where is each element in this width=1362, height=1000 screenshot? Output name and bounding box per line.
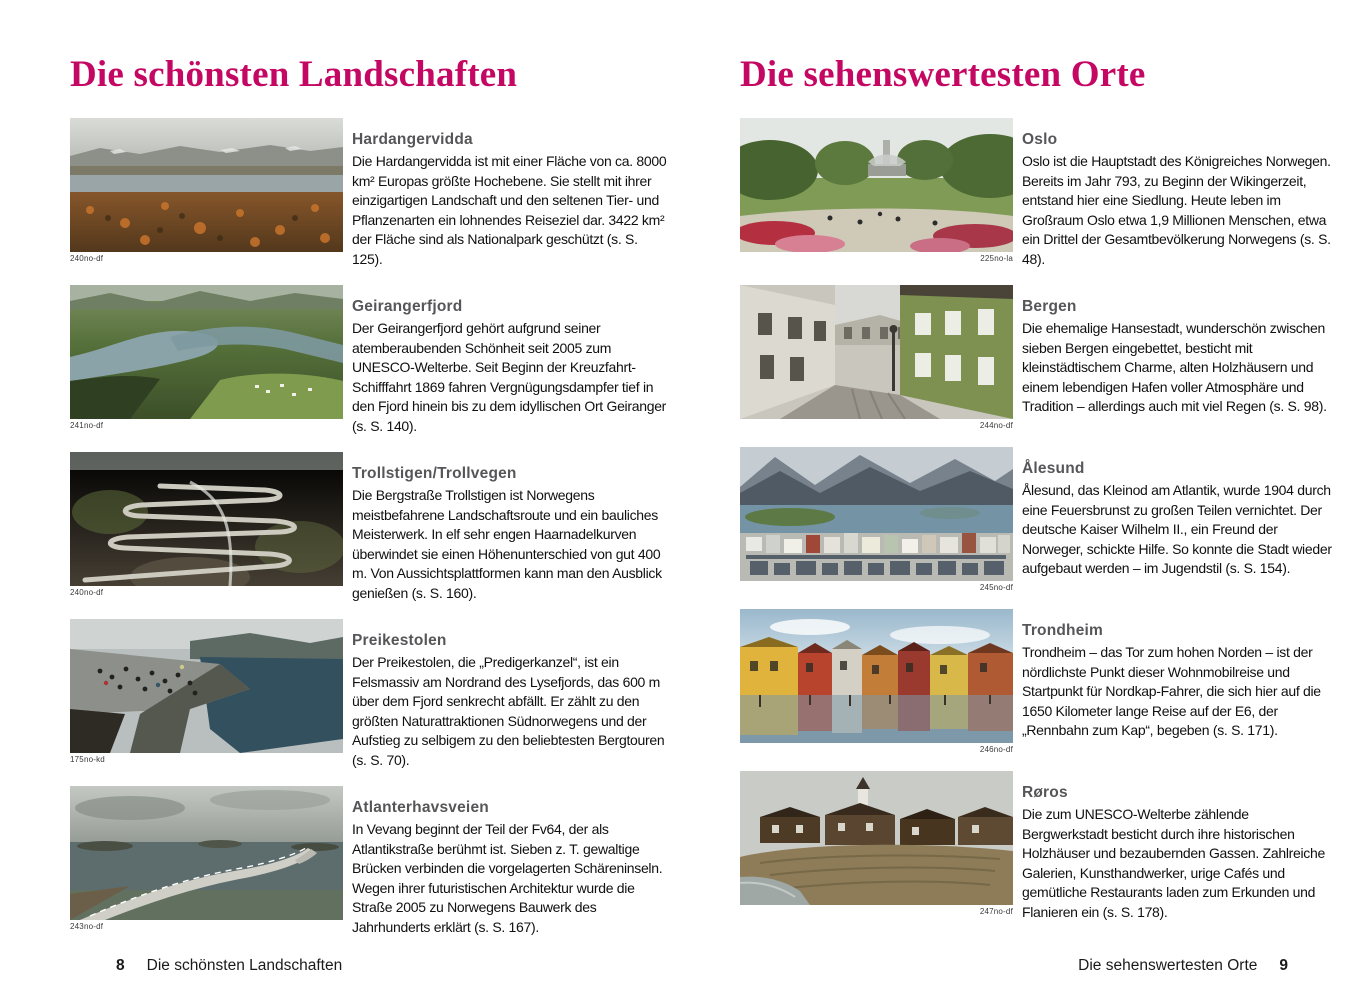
- entry-body: In Vevang beginnt der Teil der Fv64, der als Atlantikstraße berühmt ist. Sieben z. T. gewaltige Brücken verbinden die vorgelagerten Schäreninseln. Wegen ihrer futuristischen Architektur wurde die Straße 2005 zu Norwegens Bauwerk des Jahrhunderts erklärt (s. S. 167).: [352, 821, 663, 935]
- entry-body: Die ehemalige Hansestadt, wunderschön zwischen sieben Bergen eingebettet, besticht mit kleinstädtischem Charme, alten Holzhäusern und einem lebendigen Hafen voller Atmosphäre und Tradition – allerdings auch mit viel Regen (s. S. 98).: [1022, 320, 1327, 414]
- atlanterhavsveien-bridge-photo: [70, 786, 343, 920]
- roros-mining-town-photo: [740, 771, 1013, 905]
- oslo-vigeland-park-photo: [740, 118, 1013, 252]
- trondheim-warehouses-photo: [740, 609, 1013, 743]
- entry-geirangerfjord: [70, 285, 672, 436]
- entry-body: Ålesund, das Kleinod am Atlantik, wurde 1904 durch eine Feuersbrunst zu großen Teilen vernichtet. Der deutsche Kaiser Wilhelm II., ein Freund der Norweger, schickte Hilfe. So konnte die Stadt wieder aufgebaut werden – im Jugendstil (s. S. 154).: [1022, 482, 1332, 576]
- photo-credit: 246no-df: [979, 745, 1013, 754]
- photo-credit: 245no-df: [979, 583, 1013, 592]
- entry-text: [1013, 285, 1332, 431]
- left-footer-label: Die schönsten Landschaften: [146, 957, 343, 974]
- entry-oslo: [740, 118, 1332, 269]
- trollstigen-hairpin-road-photo: [70, 452, 343, 586]
- entry-body: Die zum UNESCO-Welterbe zählende Bergwerkstadt besticht durch ihre historischen Holzhäuser und bezaubernden Gassen. Zahlreiche Galerien, Kunsthandwerker, urige Cafés und gemütliche Restaurants laden zum Erkunden und Flanieren ein (s. S. 178).: [1022, 806, 1325, 920]
- right-page: [740, 0, 1332, 974]
- atlanterhavsveien-figure: [70, 786, 343, 937]
- right-page-title: Die sehenswertesten Orte: [740, 54, 1146, 95]
- photo-credit: 175no-kd: [70, 755, 105, 764]
- bergen-figure: [740, 285, 1013, 431]
- alesund-figure: [740, 447, 1013, 593]
- left-page-number: 8: [116, 957, 125, 974]
- entry-bergen: [740, 285, 1332, 431]
- entry-body: Oslo ist die Hauptstadt des Königreiches Norwegen. Bereits im Jahr 793, zu Beginn der Wikingerzeit, entstand hier eine Siedlung. Heute leben im Großraum Oslo etwa 1,9 Millionen Menschen, etwa ein Drittel der Gesamtbevölkerung Norwegens (s. S. 48).: [1022, 153, 1331, 267]
- entry-heading: Preikestolen: [352, 632, 447, 649]
- right-footer-label: Die sehenswertesten Orte: [1078, 957, 1258, 974]
- entry-preikestolen: [70, 619, 672, 770]
- entry-heading: Trondheim: [1022, 622, 1104, 639]
- entry-text: [343, 452, 670, 603]
- photo-credit: 225no-la: [980, 254, 1013, 263]
- entry-heading: Røros: [1022, 784, 1068, 801]
- entry-heading: Atlanterhavsveien: [352, 799, 489, 816]
- entry-body: Die Hardangervidda ist mit einer Fläche von ca. 8000 km² Europas größte Hochebene. Sie stellt mit ihrer einzigartigen Landschaft und den seltenen Tier- und Pflanzenarten ein lohnendes Reiseziel dar. 3422 km² der Fläche sind als Nationalpark geschützt (s. S. 125).: [352, 153, 667, 267]
- entry-text: [343, 619, 670, 770]
- oslo-figure: [740, 118, 1013, 269]
- entry-heading: Trollstigen/Trollvegen: [352, 465, 517, 482]
- entry-body: Der Geirangerfjord gehört aufgrund seiner atemberaubenden Schönheit seit 2005 zum UNESCO-Welterbe. Seit Beginn der Kreuzfahrt-Schifffahrt 1869 fahren Vergnügungsdampfer tief in den Fjord hinein bis zu dem idyllischen Ort Geiranger (s. S. 140).: [352, 320, 667, 434]
- roros-figure: [740, 771, 1013, 922]
- right-page-number: 9: [1279, 957, 1288, 974]
- left-page: [70, 0, 672, 974]
- entry-alesund: [740, 447, 1332, 593]
- entry-heading: Bergen: [1022, 298, 1077, 315]
- entry-trollstigen: [70, 452, 672, 603]
- geirangerfjord-aerial-photo: [70, 285, 343, 419]
- entry-body: Der Preikestolen, die „Predigerkanzel“, ist ein Felsmassiv am Nordrand des Lysefjords, das 600 m über dem Fjord senkrecht abfällt. Er zählt zu den größten Naturattraktionen Südnorwegens und der Aufstieg zu selbigem zu den beliebtesten Bergtouren (s. S. 70).: [352, 654, 665, 768]
- preikestolen-cliff-photo: [70, 619, 343, 753]
- photo-credit: 241no-df: [70, 421, 104, 430]
- entry-body: Die Bergstraße Trollstigen ist Norwegens meistbefahrene Landschaftsroute und ein bauliches Meisterwerk. In elf sehr engen Haarnadelkurven überwindet sie einen Höhenunterschied von gut 400 m. Von Aussichtsplattformen kann man den Ausblick genießen (s. S. 160).: [352, 487, 662, 601]
- photo-credit: 247no-df: [979, 907, 1013, 916]
- entry-text: [1013, 771, 1332, 922]
- entry-trondheim: [740, 609, 1332, 755]
- entry-heading: Hardangervidda: [352, 131, 473, 148]
- trondheim-figure: [740, 609, 1013, 755]
- entry-hardangervidda: [70, 118, 672, 269]
- photo-credit: 240no-df: [70, 588, 104, 597]
- geirangerfjord-figure: [70, 285, 343, 436]
- entry-text: [343, 786, 670, 937]
- preikestolen-figure: [70, 619, 343, 770]
- entry-text: [343, 285, 670, 436]
- left-page-title: Die schönsten Landschaften: [70, 54, 518, 95]
- hardangervidda-figure: [70, 118, 343, 269]
- hardangervidda-plateau-lake-photo: [70, 118, 343, 252]
- entry-heading: Geirangerfjord: [352, 298, 463, 315]
- entry-body: Trondheim – das Tor zum hohen Norden – ist der nördlichste Punkt dieser Wohnmobilreise und Startpunkt für Nordkap-Fahrer, die sich hier auf die 1650 Kilometer lange Reise auf der E6, der „Rennbahn zum Kap“, begeben (s. S. 171).: [1022, 644, 1321, 738]
- alesund-town-fjord-photo: [740, 447, 1013, 581]
- entry-heading: Ålesund: [1022, 460, 1085, 477]
- bergen-street-photo: [740, 285, 1013, 419]
- photo-credit: 240no-df: [70, 254, 104, 263]
- photo-credit: 244no-df: [979, 421, 1013, 430]
- right-footer: [1078, 957, 1288, 975]
- entry-text: [1013, 118, 1332, 269]
- trollstigen-figure: [70, 452, 343, 603]
- left-footer: [116, 957, 342, 975]
- entry-text: [343, 118, 670, 269]
- entry-roros: [740, 771, 1332, 922]
- entry-atlanterhavsveien: [70, 786, 672, 937]
- photo-credit: 243no-df: [70, 922, 104, 931]
- entry-text: [1013, 609, 1332, 755]
- entry-heading: Oslo: [1022, 131, 1058, 148]
- entry-text: [1013, 447, 1332, 593]
